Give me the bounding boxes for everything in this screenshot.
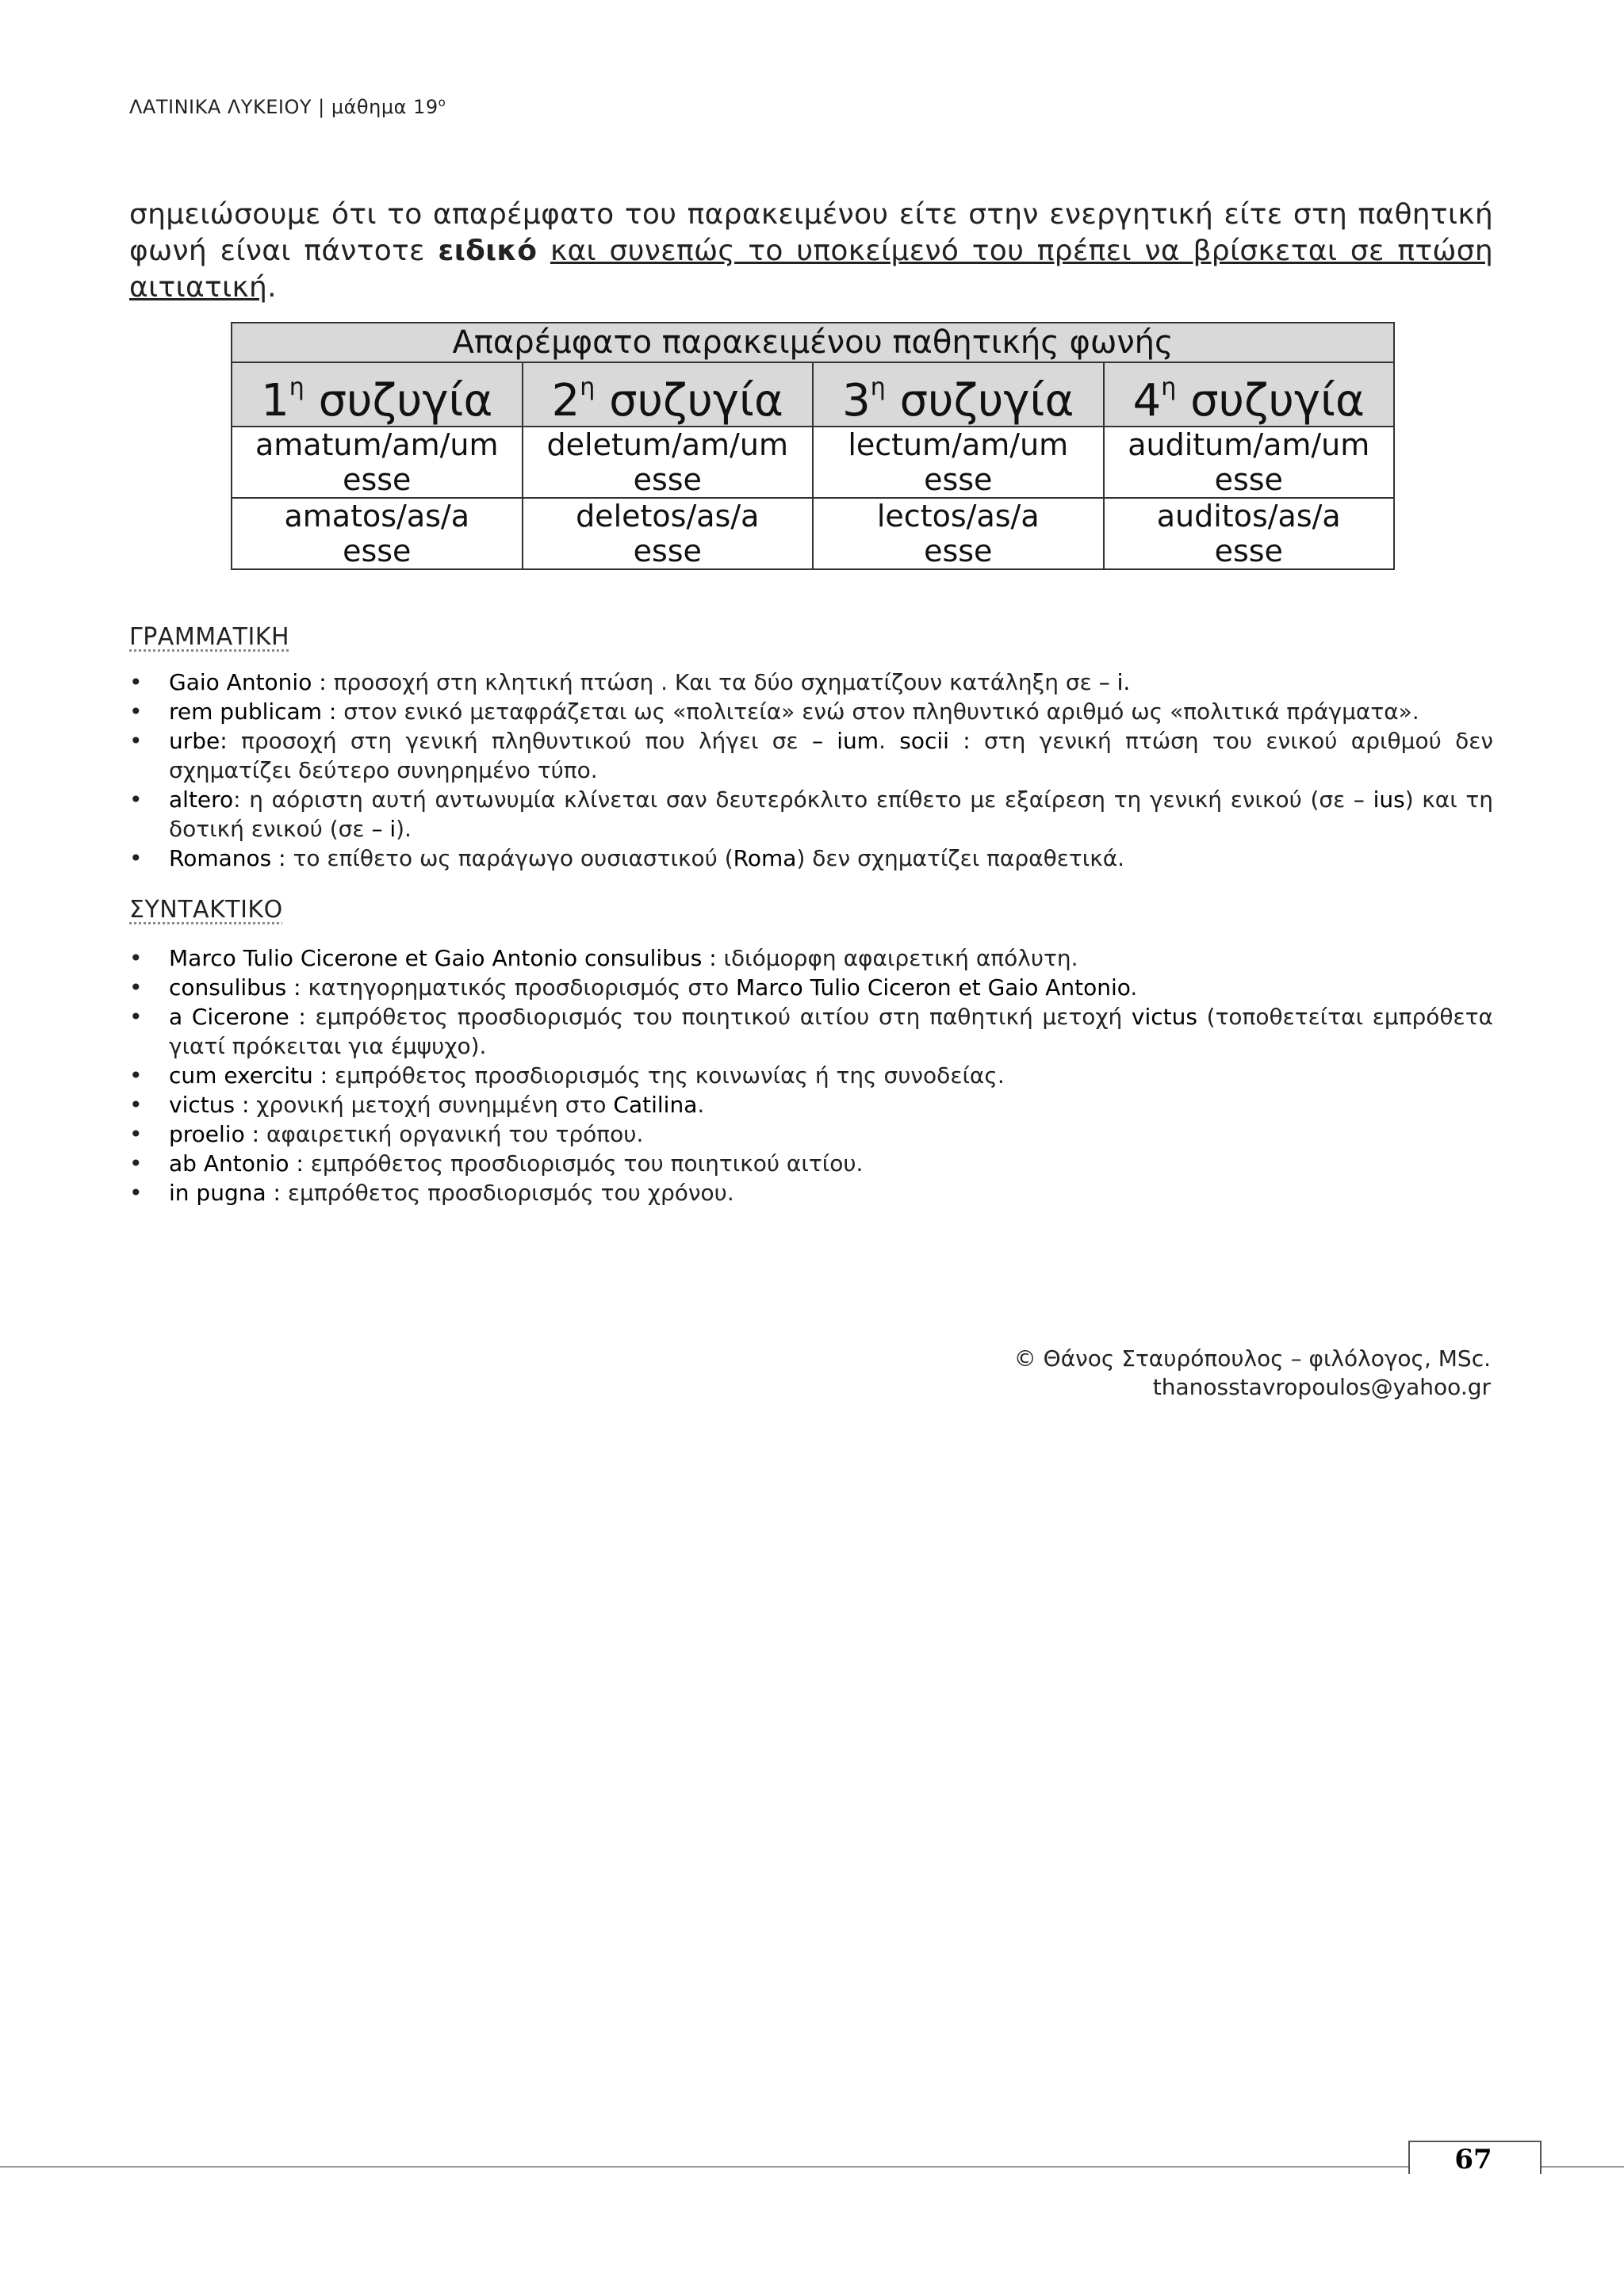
term: Marco Tulio Ciceron et Gaio Antonio (736, 974, 1131, 1001)
intro-period: . (267, 271, 277, 304)
description: κατηγορηματικός προσδιορισμός στο (301, 974, 737, 1001)
description: ). (396, 816, 412, 842)
list-item (129, 844, 1493, 873)
header-label: συζυγία (1176, 375, 1365, 427)
copyright-block (1014, 1345, 1491, 1402)
table-header-4 (1104, 362, 1395, 427)
term: Gaio Antonio : (169, 669, 327, 695)
header-sup: η (870, 373, 886, 401)
copyright-text: © Θάνος Σταυρόπουλος – φιλόλογος, MSc. (1013, 1345, 1491, 1372)
infinitive-table (231, 322, 1395, 570)
list-item (129, 1178, 1493, 1207)
table-row (232, 427, 1394, 498)
table-header-3 (813, 362, 1104, 427)
header-sup: η (289, 373, 304, 401)
intro-underlined-text: και συνεπώς το υποκείμενό του πρέπει να βρίσκεται σε πτώση αιτιατική (129, 235, 1493, 304)
description: εμπρόθετος προσδιορισμός του ποιητικού αιτίου στη παθητική μετοχή (305, 1004, 1132, 1030)
term: victus : (169, 1092, 250, 1118)
grammar-list (129, 668, 1493, 873)
term: Roma (733, 845, 797, 871)
term: Marco Tulio Cicerone et Gaio Antonio consulibus : (169, 945, 717, 971)
footer-rule (0, 2166, 1624, 2168)
table-cell (813, 427, 1104, 498)
list-item (129, 1119, 1493, 1149)
cell-line-1: lectos/as/a (876, 499, 1040, 534)
list-item (129, 785, 1493, 844)
list-item (129, 1002, 1493, 1061)
table-cell (523, 498, 814, 569)
header-label: συζυγία (885, 375, 1074, 427)
description: αφαιρετική οργανική του τρόπου. (259, 1121, 644, 1147)
term: – i (371, 816, 396, 842)
table-cell (813, 498, 1104, 569)
cell-line-2: esse (343, 534, 412, 568)
description: (τοποθετείται εμπρόθετα γιατί πρόκειται για έμψυχο). (169, 1004, 1494, 1059)
header-label: συζυγία (304, 375, 493, 427)
term: – ius (1353, 786, 1405, 813)
term: in pugna : (169, 1180, 281, 1206)
cell-line-1: deletos/as/a (576, 499, 760, 534)
description: το επίθετο ως παράγωγο ουσιαστικού ( (285, 845, 733, 871)
table-cell (1104, 427, 1395, 498)
page-header (129, 95, 446, 118)
term: socii : (899, 728, 971, 754)
header-sup: η (1161, 373, 1177, 401)
description: . (697, 1092, 705, 1118)
header-text: ΛΑΤΙΝΙΚΑ ΛΥΚΕΙΟΥ | μάθημα 19 (129, 96, 439, 118)
term: ab Antonio : (169, 1150, 304, 1177)
cell-line-1: deletum/am/um (546, 427, 788, 462)
description: εμπρόθετος προσδιορισμός του ποιητικού αιτίου. (303, 1150, 864, 1177)
description: προσοχή στη γενική πληθυντικού που λήγει σε (227, 728, 812, 754)
description: στη γενική πτώση του ενικού αριθμού δεν σχηματίζει δεύτερο συνηρημένο τύπο. (169, 728, 1493, 783)
header-num: 2 (551, 375, 580, 427)
cell-line-1: auditos/as/a (1156, 499, 1341, 534)
description: στον ενικό μεταφράζεται ως «πολιτεία» ενώ στον πληθυντικό αριθμό ως «πολιτικά πράγματα». (336, 698, 1419, 725)
intro-paragraph (129, 197, 1493, 306)
table-header-2 (523, 362, 814, 427)
list-item (129, 726, 1493, 785)
intro-space (537, 235, 550, 267)
intro-bold-term: ειδικό (438, 235, 538, 267)
term: consulibus : (169, 974, 301, 1001)
syntax-section-title: ΣΥΝΤΑΚΤΙΚΟ (129, 896, 283, 924)
term: proelio : (169, 1121, 260, 1147)
description: εμπρόθετος προσδιορισμός της κοινωνίας ή της συνοδείας. (327, 1062, 1005, 1089)
author-email: thanosstavropoulos@yahoo.gr (1152, 1374, 1491, 1400)
description: προσοχή στη κλητική πτώση . Και τα δύο σχηματίζουν κατάληξη σε (326, 669, 1099, 695)
table-cell (232, 498, 523, 569)
cell-line-2: esse (633, 534, 702, 568)
cell-line-1: amatos/as/a (284, 499, 469, 534)
intro-text: σημειώσουμε ότι το απαρέμφατο του παρακειμένου είτε στην ενεργητική είτε στη παθητική φωνή είναι πάντοτε (129, 198, 1493, 267)
term: victus (1131, 1004, 1197, 1030)
description: ιδιόμορφη αφαιρετική απόλυτη. (716, 945, 1078, 971)
table-row (232, 498, 1394, 569)
term: – ium (811, 728, 879, 754)
list-item (129, 1061, 1493, 1090)
header-sup: η (580, 373, 596, 401)
description: χρονική μετοχή συνημμένη στο (249, 1092, 614, 1118)
term: altero (169, 786, 234, 813)
term: a Cicerone : (169, 1004, 306, 1030)
list-item (129, 943, 1493, 973)
description: : η αόριστη αυτή αντωνυμία κλίνεται σαν δευτερόκλιτο επίθετο με εξαίρεση τη γενική ενικού (σε (233, 786, 1354, 813)
term: Catilina (613, 1092, 698, 1118)
cell-line-2: esse (1214, 462, 1283, 497)
list-item (129, 668, 1493, 697)
term: – i. (1098, 669, 1131, 695)
cell-line-2: esse (343, 462, 412, 497)
header-superscript: ο (438, 95, 446, 109)
table-cell (1104, 498, 1395, 569)
description: ) δεν σχηματίζει παραθετικά. (796, 845, 1125, 871)
header-num: 3 (842, 375, 871, 427)
table-header-1 (232, 362, 523, 427)
cell-line-2: esse (633, 462, 702, 497)
cell-line-1: lectum/am/um (848, 427, 1069, 462)
term: Romanos : (169, 845, 286, 871)
list-item (129, 973, 1493, 1002)
description: ) και τη δοτική ενικού (σε (169, 786, 1493, 842)
term: cum exercitu : (169, 1062, 328, 1089)
term: rem publicam : (169, 698, 337, 725)
cell-line-1: auditum/am/um (1128, 427, 1370, 462)
page-number: 67 (1454, 2144, 1492, 2175)
header-num: 1 (261, 375, 289, 427)
description: εμπρόθετος προσδιορισμός του χρόνου. (280, 1180, 734, 1206)
header-label: συζυγία (595, 375, 783, 427)
list-item (129, 1149, 1493, 1178)
syntax-list (129, 943, 1493, 1207)
description: . (1130, 974, 1138, 1001)
list-item (129, 697, 1493, 726)
term: urbe: (169, 728, 228, 754)
list-item (129, 1090, 1493, 1119)
cell-line-2: esse (924, 534, 993, 568)
cell-line-1: amatum/am/um (255, 427, 499, 462)
cell-line-2: esse (1214, 534, 1283, 568)
table-cell (232, 427, 523, 498)
cell-line-2: esse (924, 462, 993, 497)
table-title: Απαρέμφατο παρακειμένου παθητικής φωνής (232, 323, 1394, 362)
description: . (879, 728, 900, 754)
table-cell (523, 427, 814, 498)
grammar-section-title: ΓΡΑΜΜΑΤΙΚΗ (129, 623, 290, 651)
header-num: 4 (1132, 375, 1162, 427)
